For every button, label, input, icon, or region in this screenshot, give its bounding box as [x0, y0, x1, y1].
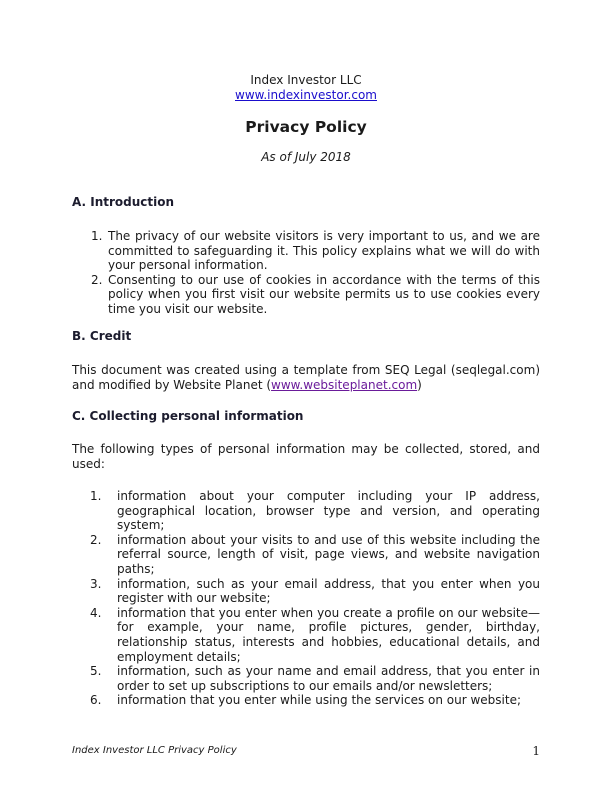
- list-item-number: 1.: [90, 489, 102, 503]
- list-item-text: The privacy of our website visitors is very important to us, and we are committed to safeguarding it. This policy explains what we will do with your personal information.: [108, 229, 540, 273]
- company-website: [72, 88, 540, 103]
- collecting-intro: The following types of personal information may be collected, stored, and used:: [72, 442, 540, 471]
- credit-link[interactable]: www.websiteplanet.com: [271, 377, 418, 392]
- list-item: [72, 693, 540, 708]
- list-item-number: 3.: [90, 576, 102, 591]
- section-heading-collecting: C. Collecting personal information: [72, 409, 304, 423]
- introduction-list: [72, 229, 540, 317]
- list-item-text: information about your computer including your IP address, geographical location, browser type and version, and operating system;: [117, 489, 540, 533]
- list-item-text: information, such as your email address, that you enter when you register with our website;: [117, 576, 540, 606]
- list-item-number: 5.: [90, 664, 102, 679]
- list-item-text: information about your visits to and use of this website including the referral source, length of visit, page views, and website navigation paths;: [117, 532, 540, 576]
- list-item-text: Consenting to our use of cookies in accordance with the terms of this policy when you first visit our website permits us to use cookies every time you visit our website.: [108, 272, 540, 316]
- company-name: Index Investor LLC: [250, 73, 362, 87]
- list-item: [72, 229, 540, 273]
- credit-text-end: ): [417, 377, 422, 392]
- list-item: [72, 489, 540, 533]
- list-item: [72, 533, 540, 577]
- page-number: 1: [532, 744, 540, 758]
- list-item: [72, 273, 540, 317]
- credit-text: This document was created using a template from SEQ Legal (seqlegal.com) and modified by Website Planet (: [72, 363, 540, 392]
- list-item-number: 2.: [90, 532, 102, 547]
- collecting-list: [72, 489, 540, 708]
- company-website-link[interactable]: www.indexinvestor.com: [235, 88, 377, 102]
- list-item: [72, 664, 540, 693]
- list-item: [72, 606, 540, 664]
- list-item: [72, 577, 540, 606]
- list-item-number: 1.: [91, 229, 103, 243]
- list-item-text: information that you enter when you create a profile on our website—for example, your name, profile pictures, gender, birthday, relationship status, interests and hobbies, educational details, and employment details;: [117, 605, 540, 664]
- section-heading-introduction: A. Introduction: [72, 195, 175, 209]
- credit-paragraph: [72, 363, 540, 392]
- list-item-number: 4.: [90, 605, 102, 620]
- list-item-number: 2.: [91, 272, 103, 287]
- as-of-date: As of July 2018: [261, 150, 351, 164]
- section-heading-credit: B. Credit: [72, 329, 132, 343]
- list-item-text: information, such as your name and email address, that you enter in order to set up subscriptions to our emails and/or newsletters;: [117, 664, 540, 693]
- footer-document-title: Index Investor LLC Privacy Policy: [72, 745, 237, 756]
- list-item-number: 6.: [90, 693, 102, 708]
- list-item-text: information that you enter while using the services on our website;: [117, 693, 522, 708]
- page-title: Privacy Policy: [245, 118, 367, 136]
